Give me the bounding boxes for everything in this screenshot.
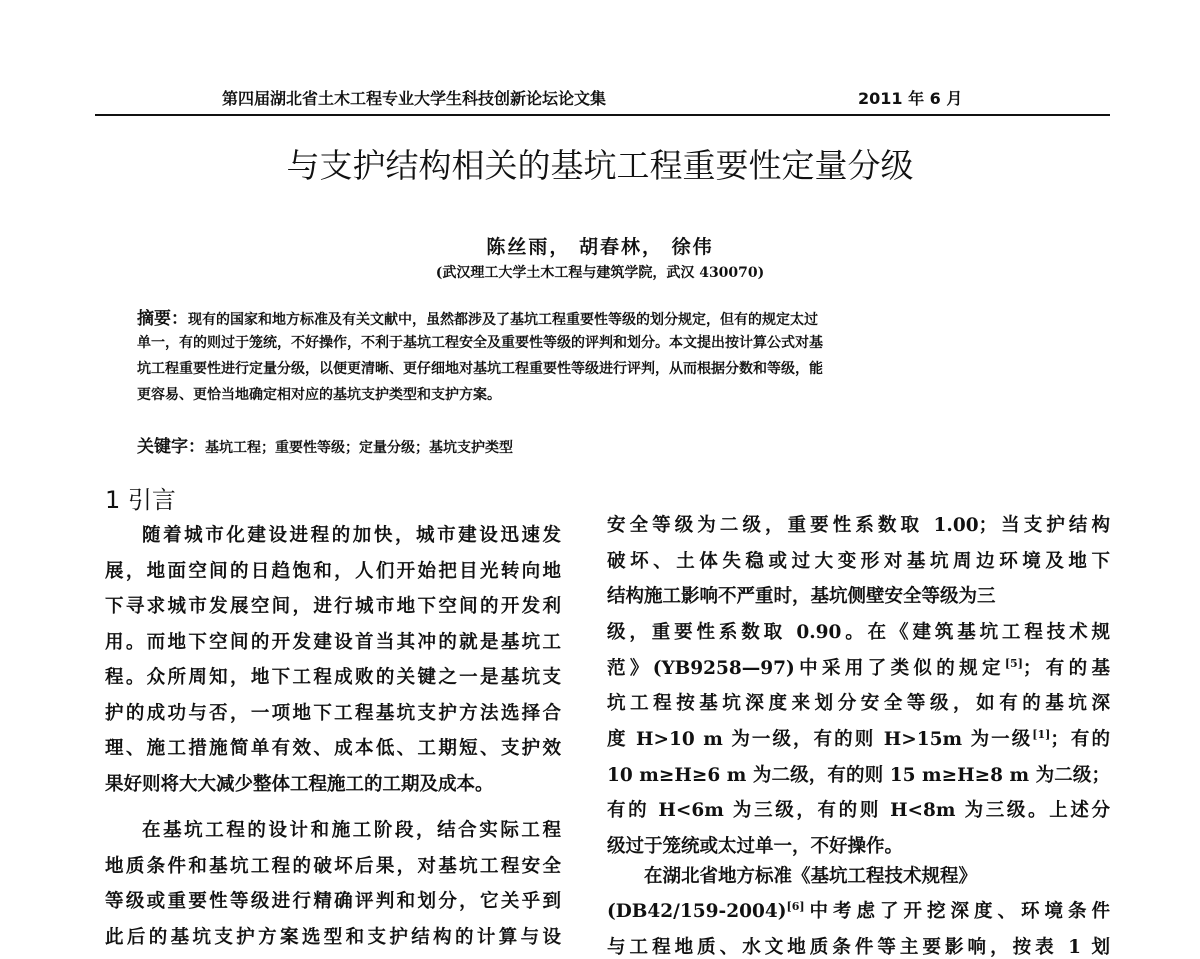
- abstract-line: 单一，有的则过于笼统，不好操作，不利于基坑工程安全及重要性等级的评判和划分。本文提出按计算公式对基: [137, 335, 823, 351]
- body-line: 等级或重要性等级进行精确评判和划分，它关乎到: [105, 891, 561, 912]
- body-line: 地质条件和基坑工程的破坏后果，对基坑工程安全: [105, 856, 561, 877]
- abstract-line: 更容易、更恰当地确定相对应的基坑支护类型和支护方案。: [137, 387, 501, 403]
- body-line: 破坏、土体失稳或过大变形对基坑周边环境及地下: [607, 551, 1110, 572]
- authors: 陈丝雨， 胡春林， 徐伟: [486, 236, 714, 258]
- keywords-label: 关键字：: [137, 437, 205, 457]
- body-line: (DB42/159-2004)[6]中考虑了开挖深度、环境条件: [607, 899, 1110, 922]
- body-line: 有的 H<6m 为三级，有的则 H<8m 为三级。上述分: [607, 800, 1110, 821]
- body-line: 级，重要性系数取 0.90。在《建筑基坑工程技术规: [607, 622, 1110, 643]
- body-line: 下寻求城市发展空间，进行城市地下空间的开发利: [105, 596, 561, 617]
- keywords: 关键字：基坑工程；重要性等级；定量分级；基坑支护类型: [137, 437, 513, 457]
- body-line: 级过于笼统或太过单一，不好操作。: [607, 836, 904, 857]
- body-line: 果好则将大大减少整体工程施工的工期及成本。: [105, 774, 494, 795]
- body-line: 此后的基坑支护方案选型和支护结构的计算与设: [105, 927, 561, 948]
- abstract-label: 摘要：: [137, 309, 188, 329]
- citation: [5]: [1004, 656, 1023, 670]
- journal-header: 第四届湖北省土木工程专业大学生科技创新论坛论文集: [222, 89, 607, 108]
- abstract-line: 摘要：现有的国家和地方标准及有关文献中，虽然都涉及了基坑工程重要性等级的划分规定，但有的规定太过: [137, 309, 818, 329]
- header-rule: [95, 114, 1110, 116]
- abstract-line: 坑工程重要性进行定量分级，以便更清晰、更仔细地对基坑工程重要性等级进行评判，从而根据分数和等级，能: [137, 361, 823, 377]
- affiliation: (武汉理工大学土木工程与建筑学院，武汉 430070): [435, 265, 765, 281]
- body-line: 随着城市化建设进程的加快，城市建设迅速发: [142, 525, 561, 546]
- section-heading: 1 引言: [105, 486, 176, 514]
- body-line: 展，地面空间的日趋饱和，人们开始把目光转向地: [105, 561, 561, 582]
- body-line: 度 H>10 m 为一级，有的则 H>15m 为一级[1]；有的: [607, 727, 1110, 750]
- body-line: 在基坑工程的设计和施工阶段，结合实际工程: [142, 820, 561, 841]
- body-line: 坑工程按基坑深度来划分安全等级，如有的基坑深: [607, 693, 1110, 714]
- paper-title: 与支护结构相关的基坑工程重要性定量分级: [286, 146, 914, 185]
- header-date: 2011 年 6 月: [858, 89, 963, 108]
- body-line: 范》(YB9258—97)中采用了类似的规定[5]；有的基: [607, 656, 1110, 679]
- body-line: 结构施工影响不严重时，基坑侧壁安全等级为三: [607, 586, 996, 607]
- body-line: 与工程地质、水文地质条件等主要影响，按表 1 划: [607, 937, 1110, 958]
- body-line: 10 m≥H≥6 m 为二级，有的则 15 m≥H≥8 m 为二级；: [607, 765, 1110, 786]
- citation: [6]: [786, 899, 805, 913]
- citation: [1]: [1032, 727, 1051, 741]
- body-line: 理、施工措施简单有效、成本低、工期短、支护效: [105, 738, 561, 759]
- body-line: 在湖北省地方标准《基坑工程技术规程》: [644, 866, 978, 887]
- body-line: 用。而地下空间的开发建设首当其冲的就是基坑工: [105, 632, 561, 653]
- body-line: 护的成功与否，一项地下工程基坑支护方法选择合: [105, 703, 561, 724]
- body-line: 安全等级为二级，重要性系数取 1.00；当支护结构: [607, 515, 1110, 536]
- body-line: 程。众所周知，地下工程成败的关键之一是基坑支: [105, 667, 561, 688]
